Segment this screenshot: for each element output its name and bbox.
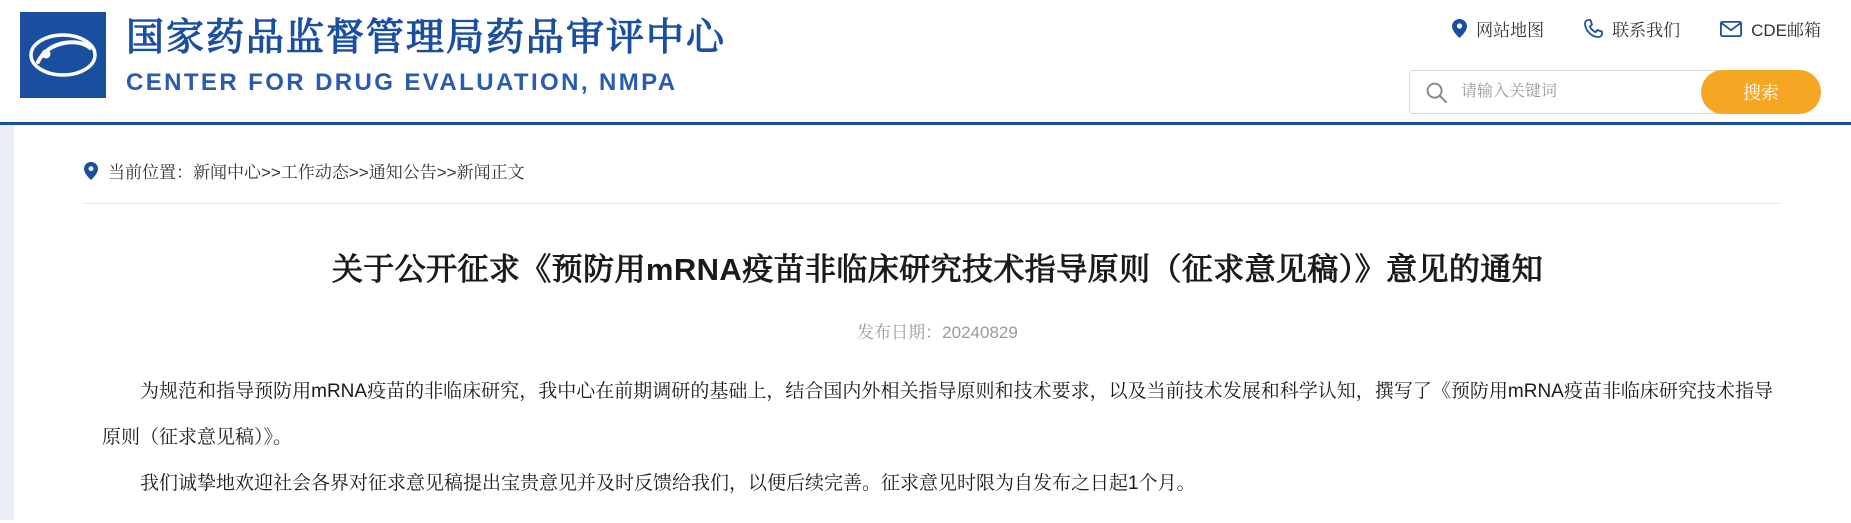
article-paragraph: 我们诚挚地欢迎社会各界对征求意见稿提出宝贵意见并及时反馈给我们，以便后续完善。征求意见时限为自发布之日起1个月。 [140, 473, 1196, 494]
page-title: 关于公开征求《预防用mRNA疫苗非临床研究技术指导原则（征求意见稿）》意见的通知 [331, 252, 1544, 287]
header-utility-links [1452, 16, 1821, 41]
search-input[interactable] [1459, 82, 1693, 102]
publish-date: 发布日期：20240829 [857, 323, 1018, 342]
breadcrumb-text[interactable]: 当前位置：新闻中心>>工作动态>>通知公告>>新闻正文 [108, 163, 525, 182]
search-button[interactable]: 搜索 [1701, 70, 1821, 114]
mail-icon [1720, 21, 1742, 37]
logo-mark-icon [28, 28, 98, 82]
phone-icon [1584, 19, 1603, 38]
link-cde-mail-label: CDE邮箱 [1751, 21, 1821, 40]
site-title-block [126, 14, 726, 100]
map-pin-icon [1452, 19, 1467, 38]
location-pin-icon [84, 162, 98, 180]
article-body [84, 369, 1791, 507]
left-rail-decor [0, 125, 14, 520]
cde-logo[interactable] [20, 12, 106, 98]
search-field-wrap[interactable] [1409, 70, 1719, 114]
link-contact-us[interactable] [1584, 16, 1680, 41]
article-paragraph: 为规范和指导预防用mRNA疫苗的非临床研究，我中心在前期调研的基础上，结合国内外相关指导原则和技术要求，以及当前技术发展和科学认知，撰写了《预防用mRNA疫苗非临床研究技术指导原则（征求意见稿）》。 [102, 381, 1773, 448]
breadcrumb [84, 125, 1781, 204]
site-header [0, 0, 1851, 125]
link-contact-us-label: 联系我们 [1612, 21, 1681, 40]
search-bar [1409, 70, 1821, 114]
page-body [0, 125, 1851, 507]
link-cde-mail[interactable] [1720, 16, 1821, 41]
link-site-map[interactable] [1452, 16, 1544, 41]
search-icon [1426, 82, 1447, 103]
site-title-en: CENTER FOR DRUG EVALUATION, NMPA [126, 69, 678, 96]
article-content [14, 125, 1851, 507]
link-site-map-label: 网站地图 [1476, 21, 1545, 40]
site-title-cn: 国家药品监督管理局药品审评中心 [126, 17, 727, 59]
